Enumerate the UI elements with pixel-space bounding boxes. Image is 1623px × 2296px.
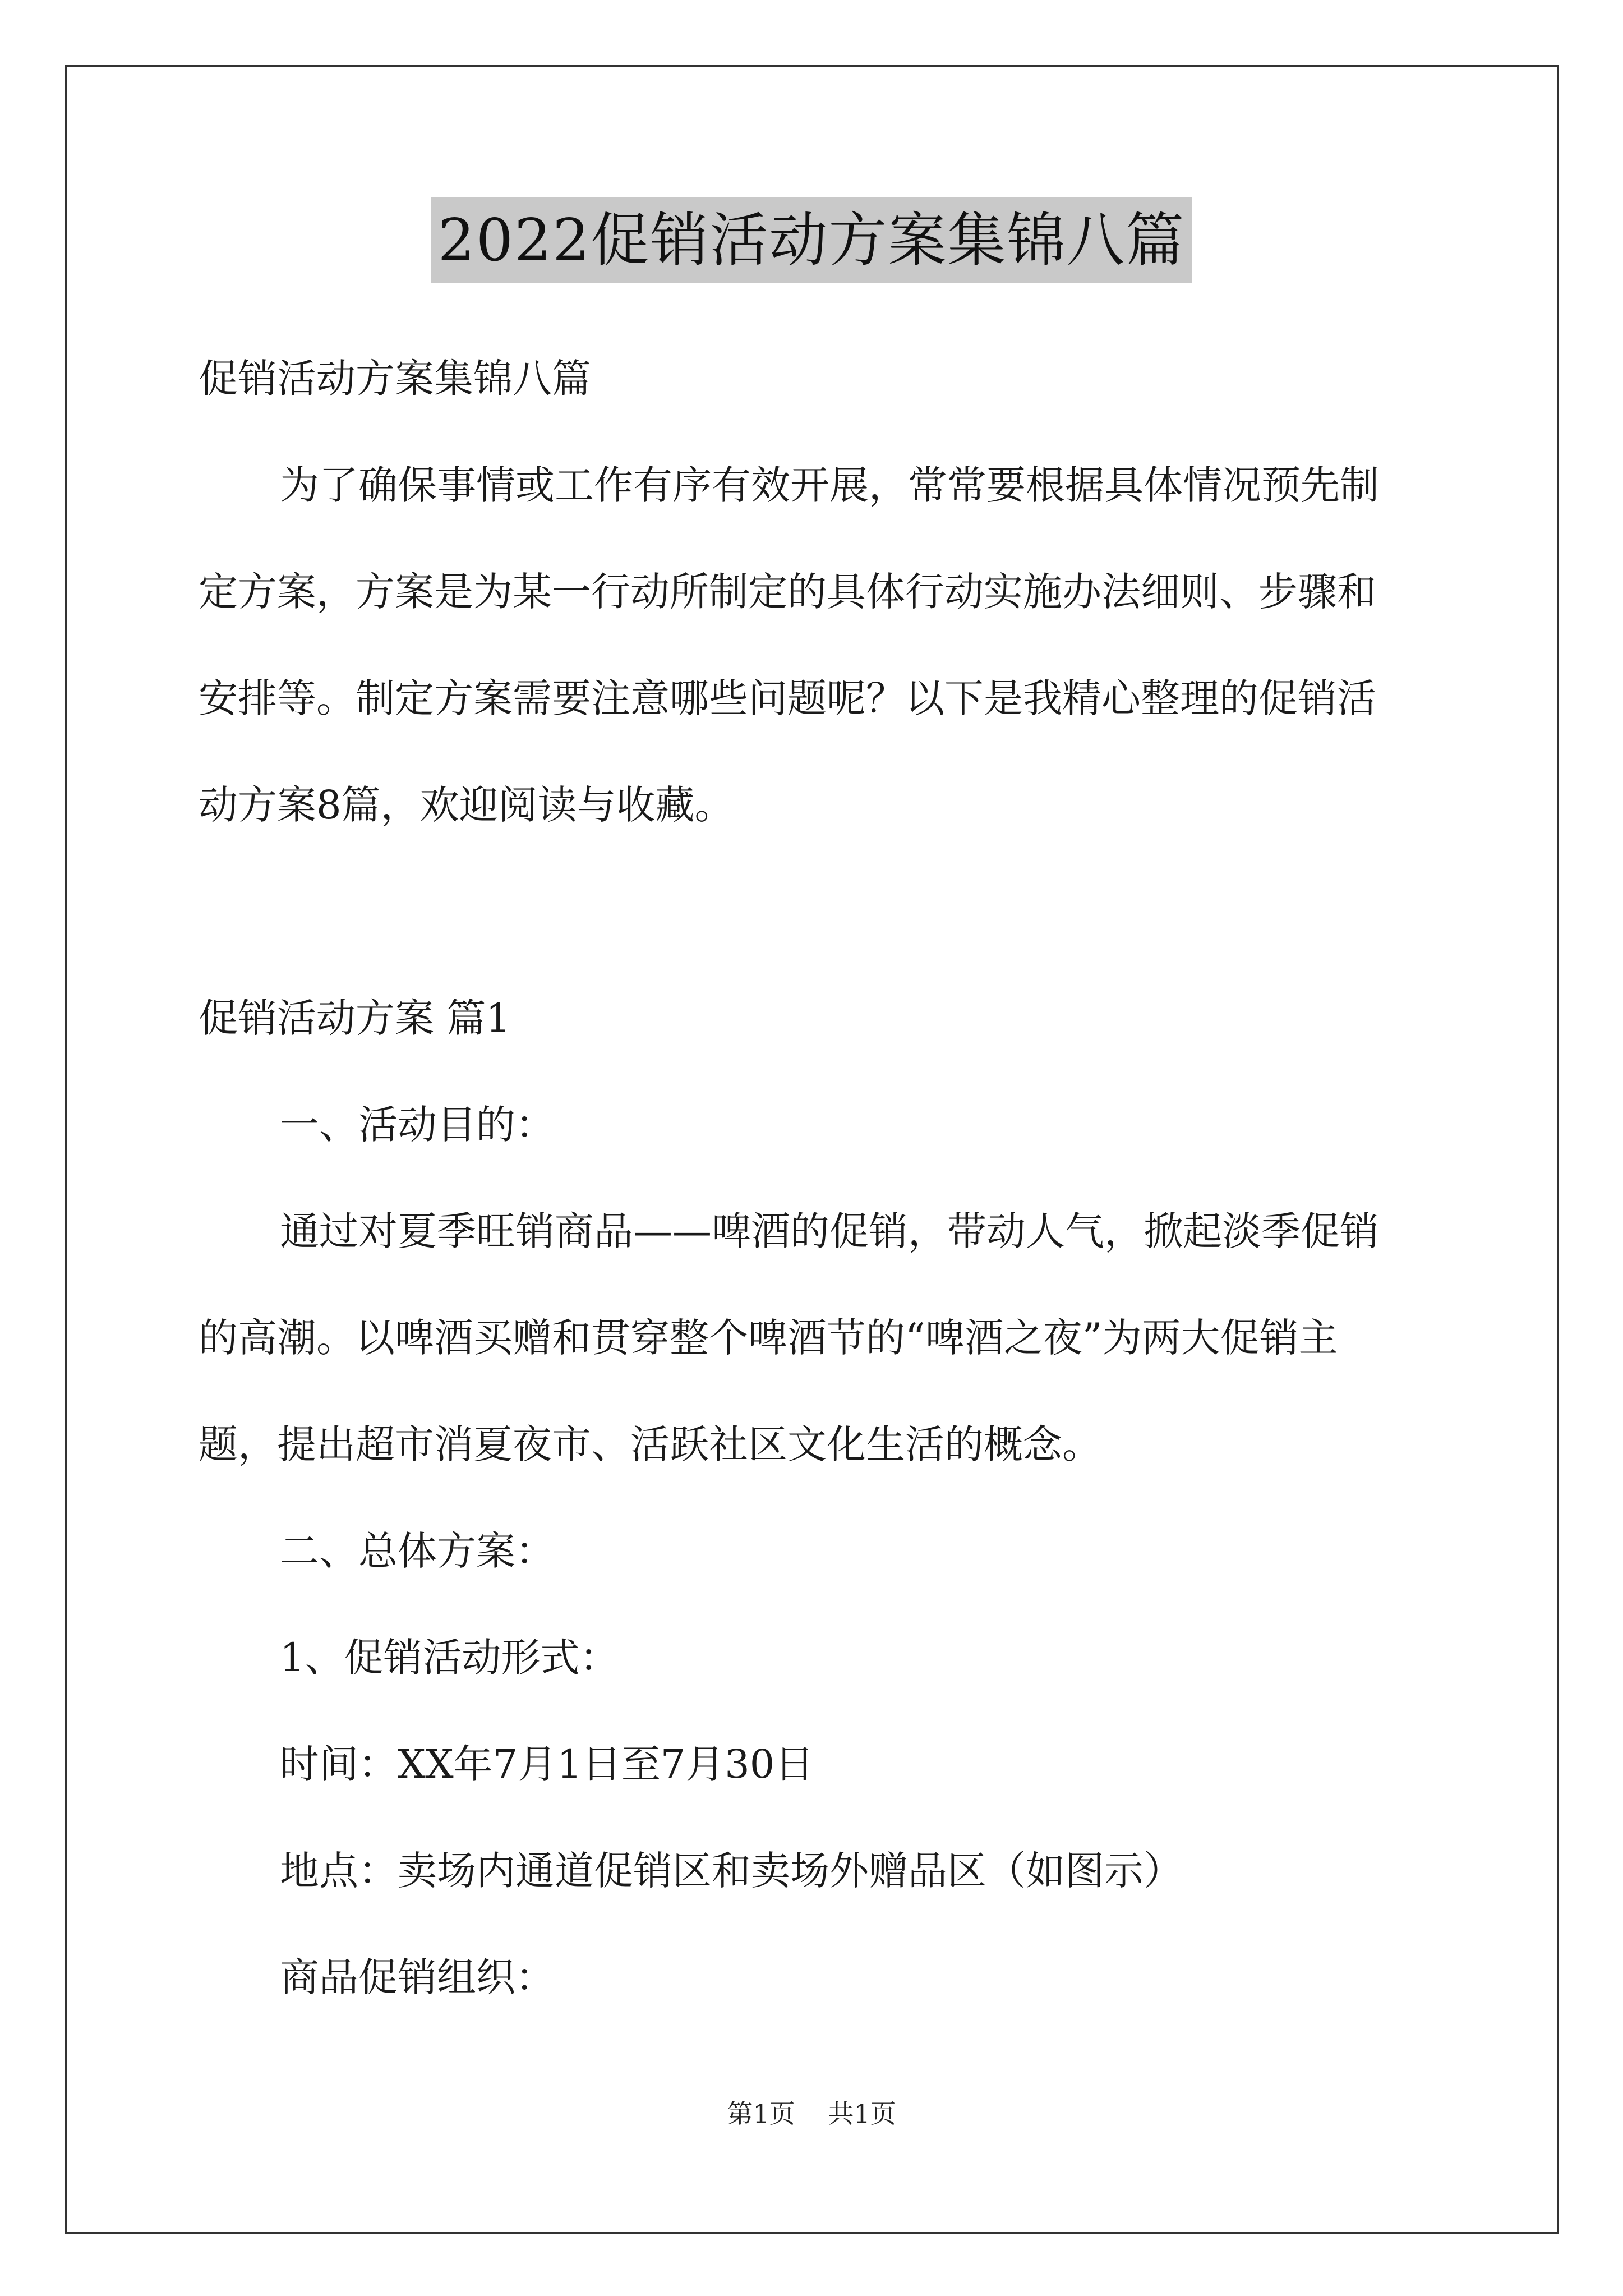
section1-line-1: 通过对夏季旺销商品——啤酒的促销，带动人气，掀起淡季促销: [280, 1208, 1379, 1254]
title-container: [0, 197, 1623, 283]
intro-line-1: 为了确保事情或工作有序有效开展，常常要根据具体情况预先制: [280, 462, 1379, 508]
goods-line: 商品促销组织：: [280, 1954, 555, 2000]
intro-line-2: 定方案，方案是为某一行动所制定的具体行动实施办法细则、步骤和: [199, 569, 1376, 615]
page-total: 共1页: [828, 2099, 896, 2129]
section1-line-3: 题，提出超市消夏夜市、活跃社区文化生活的概念。: [199, 1421, 1101, 1467]
document-subtitle: 促销活动方案集锦八篇: [199, 356, 591, 402]
item1-label: 1、促销活动形式：: [280, 1635, 619, 1681]
section1-label: 一、活动目的：: [280, 1102, 555, 1148]
section1-line-2: 的高潮。以啤酒买赠和贯穿整个啤酒节的“啤酒之夜”为两大促销主: [199, 1315, 1338, 1361]
intro-line-3: 安排等。制定方案需要注意哪些问题呢？以下是我精心整理的促销活: [199, 675, 1376, 721]
place-line: 地点：卖场内通道促销区和卖场外赠品区（如图示）: [280, 1848, 1183, 1894]
document-title: 2022促销活动方案集锦八篇: [431, 197, 1192, 283]
section2-label: 二、总体方案：: [280, 1528, 555, 1574]
time-line: 时间：XX年7月1日至7月30日: [280, 1741, 814, 1787]
section-heading: 促销活动方案 篇1: [199, 995, 511, 1041]
page-footer: [0, 2093, 1623, 2131]
page-current: 第1页: [727, 2099, 795, 2129]
intro-line-4: 动方案8篇，欢迎阅读与收藏。: [199, 782, 734, 828]
